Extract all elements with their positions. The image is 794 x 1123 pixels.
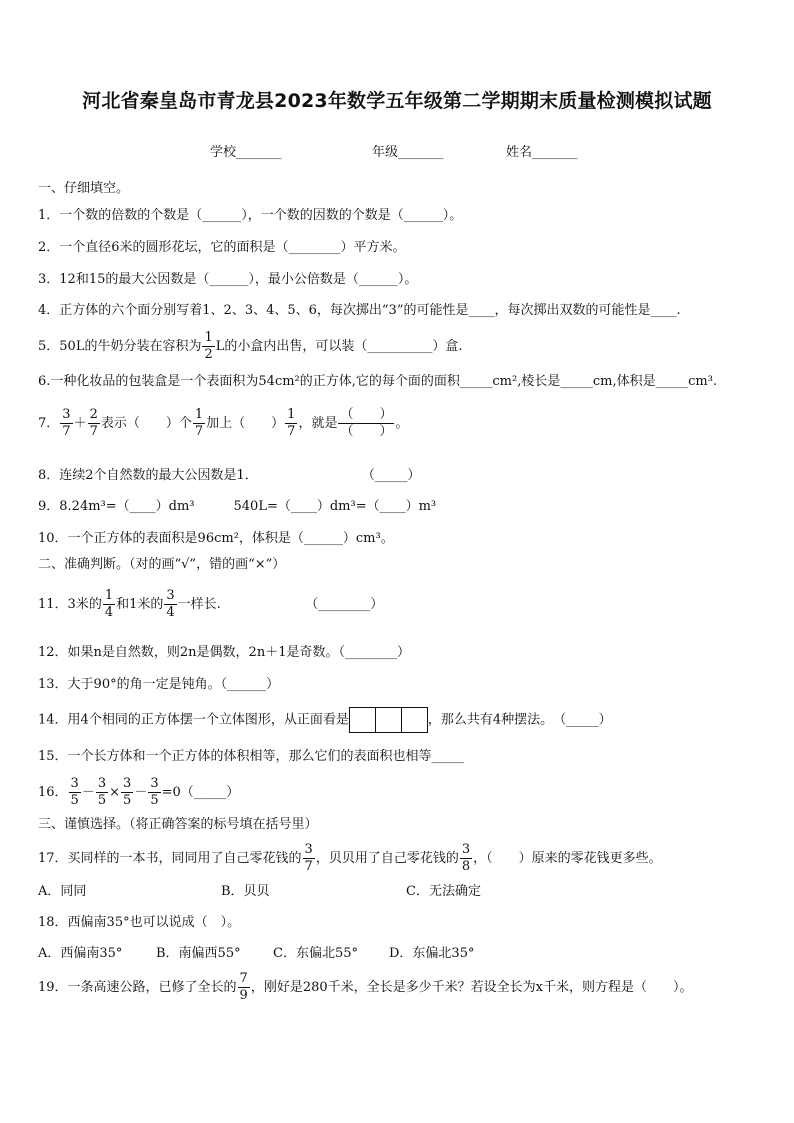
question-7-end: 。 <box>395 416 409 431</box>
fraction <box>88 408 100 439</box>
question-5 <box>38 331 463 362</box>
option-a: A．同同 <box>38 884 87 899</box>
fraction-denominator: 2 <box>204 347 213 362</box>
question-7-text-a: 表示（ ）个 <box>100 416 192 431</box>
fraction-numerator: 3 <box>62 407 71 422</box>
fraction-numerator: 3 <box>97 776 107 791</box>
question-11-text-a: 11．3米的 <box>38 597 102 612</box>
fraction <box>148 777 160 808</box>
fraction-numerator: 3 <box>150 776 159 791</box>
option-c: C．东偏北55° <box>273 946 358 961</box>
fraction-denominator: 7 <box>89 424 98 439</box>
fraction <box>285 408 297 439</box>
option-b: B．南偏西55° <box>156 946 241 961</box>
section-heading-fill-in: 一、仔细填空。 <box>38 181 130 196</box>
fraction-numerator: 3 <box>166 588 175 603</box>
question-14-text-a: 14．用4个相同的正方体摆一个立体图形，从正面看是 <box>38 712 349 728</box>
fraction-numerator: 1 <box>194 407 204 422</box>
fraction-numerator: 3 <box>461 842 471 857</box>
section-heading-multiple-choice: 三、谨慎选择。（将正确答案的标号填在括号里） <box>38 817 318 832</box>
fraction-denominator: 7 <box>287 424 296 439</box>
question-17-text-a: 17．买同样的一本书，同同用了自己零花钱的 <box>38 851 302 866</box>
fraction-denominator: 5 <box>70 793 79 808</box>
fraction <box>69 777 81 808</box>
question-18: 18．西偏南35°也可以说成（ ）。 <box>38 915 241 930</box>
question-17-text-b: ，贝贝用了自己零花钱的 <box>315 851 459 866</box>
question-5-text-a: 5．50L的牛奶分装在容积为 <box>38 339 202 354</box>
fraction-denominator: 5 <box>150 793 159 808</box>
fraction-denominator: 7 <box>62 424 71 439</box>
fraction <box>238 972 250 1003</box>
question-7-text-b: 加上（ ） <box>206 416 285 431</box>
front-view-figure <box>349 707 428 733</box>
operator: － <box>134 785 148 800</box>
question-11-text-b: 和1米的 <box>116 597 164 612</box>
option-b: B．贝贝 <box>221 884 270 899</box>
fraction-numerator: 1 <box>104 588 114 603</box>
question-7-text-c: ，就是 <box>298 416 338 431</box>
question-1: 1．一个数的倍数的个数是（______），一个数的因数的个数是（______）。 <box>38 208 463 223</box>
school-field: 学校_______ <box>210 145 282 160</box>
question-15: 15．一个长方体和一个正方体的体积相等，那么它们的表面积也相等_____ <box>38 749 465 764</box>
question-13: 13．大于90°的角一定是钝角。（______） <box>38 677 280 692</box>
question-19-text-a: 19．一条高速公路，已修了全长的 <box>38 980 237 995</box>
question-5-text-b: L的小盒内出售，可以装（__________）盒. <box>215 339 463 354</box>
question-17 <box>38 843 662 874</box>
fraction-numerator: 3 <box>123 776 132 791</box>
front-view-square <box>350 708 376 732</box>
question-16-number: 16． <box>38 785 68 800</box>
fraction-denominator: 9 <box>239 988 248 1003</box>
fraction <box>60 408 72 439</box>
question-11 <box>38 589 383 620</box>
operator: × <box>109 785 121 800</box>
fraction-denominator: 4 <box>166 605 175 620</box>
section-heading-true-false: 二、准确判断。（对的画“√”，错的画“×”） <box>38 557 286 572</box>
fraction <box>202 331 214 362</box>
question-19 <box>38 972 692 1003</box>
question-17-text-c: ，（ ）原来的零花钱更多些。 <box>473 851 662 866</box>
fraction <box>303 843 315 874</box>
blank-fraction <box>338 408 394 439</box>
fraction-denominator: 5 <box>97 793 107 808</box>
question-12: 12．如果n是自然数，则2n是偶数，2n＋1是奇数。（________） <box>38 645 410 660</box>
question-16 <box>38 777 239 808</box>
question-2: 2．一个直径6米的圆形花坛，它的面积是（________）平方米。 <box>38 240 406 255</box>
question-3: 3．12和15的最大公因数是（______），最小公倍数是（______）。 <box>38 272 418 287</box>
grade-field: 年级_______ <box>372 145 444 160</box>
page-title: 河北省秦皇岛市青龙县2023年数学五年级第二学期期末质量检测模拟试题 <box>82 90 712 112</box>
fraction <box>460 843 472 874</box>
fraction-denominator: 4 <box>104 605 114 620</box>
fraction <box>193 408 205 439</box>
question-10: 10．一个正方体的表面积是96cm²，体积是（______）cm³。 <box>38 531 394 546</box>
fraction <box>103 589 115 620</box>
operator: － <box>81 785 95 800</box>
fraction-numerator: 7 <box>239 971 248 986</box>
question-11-text-c: 一样长. （________） <box>177 597 384 612</box>
fraction-numerator: 1 <box>204 330 213 345</box>
option-d: D．东偏北35° <box>389 946 475 961</box>
name-field: 姓名_______ <box>506 145 578 160</box>
question-7 <box>38 408 409 439</box>
fraction-denominator: 8 <box>461 859 471 874</box>
question-7-number: 7． <box>38 416 60 431</box>
question-14 <box>38 707 612 733</box>
fraction-numerator: 2 <box>89 407 98 422</box>
fraction-denominator: 7 <box>194 424 204 439</box>
option-c: C．无法确定 <box>406 884 481 899</box>
fraction-numerator: 3 <box>70 776 79 791</box>
blank-denominator: （ ） <box>340 424 393 439</box>
question-14-text-b: ，那么共有4种摆法。 （_____） <box>427 712 612 728</box>
question-8: 8．连续2个自然数的最大公因数是1． （_____） <box>38 468 421 483</box>
question-4: 4．正方体的六个面分别写着1、2、3、4、5、6，每次掷出“3”的可能性是____，每次掷出双数的可能性是____. <box>38 303 681 318</box>
fraction <box>121 777 133 808</box>
blank-numerator: （ ） <box>340 407 393 422</box>
fraction <box>164 589 176 620</box>
front-view-square <box>402 708 427 732</box>
question-16-end: =0（_____） <box>161 785 240 800</box>
question-9: 9．8.24m³=（____）dm³ 540L=（____）dm³=（____）m³ <box>38 499 437 514</box>
fraction-numerator: 3 <box>304 842 313 857</box>
front-view-square <box>376 708 402 732</box>
fraction <box>96 777 108 808</box>
fraction-numerator: 1 <box>287 407 296 422</box>
question-19-text-b: ，刚好是280千米，全长是多少千米？若设全长为x千米，则方程是（ ）。 <box>250 980 693 995</box>
plus-sign: ＋ <box>73 416 87 431</box>
fraction-denominator: 5 <box>123 793 132 808</box>
fraction-denominator: 7 <box>304 859 313 874</box>
option-a: A．西偏南35° <box>38 946 123 961</box>
question-6: 6.一种化妆品的包装盒是一个表面积为54cm²的正方体,它的每个面的面积_____cm²,棱长是_____cm,体积是_____cm³. <box>38 374 718 389</box>
